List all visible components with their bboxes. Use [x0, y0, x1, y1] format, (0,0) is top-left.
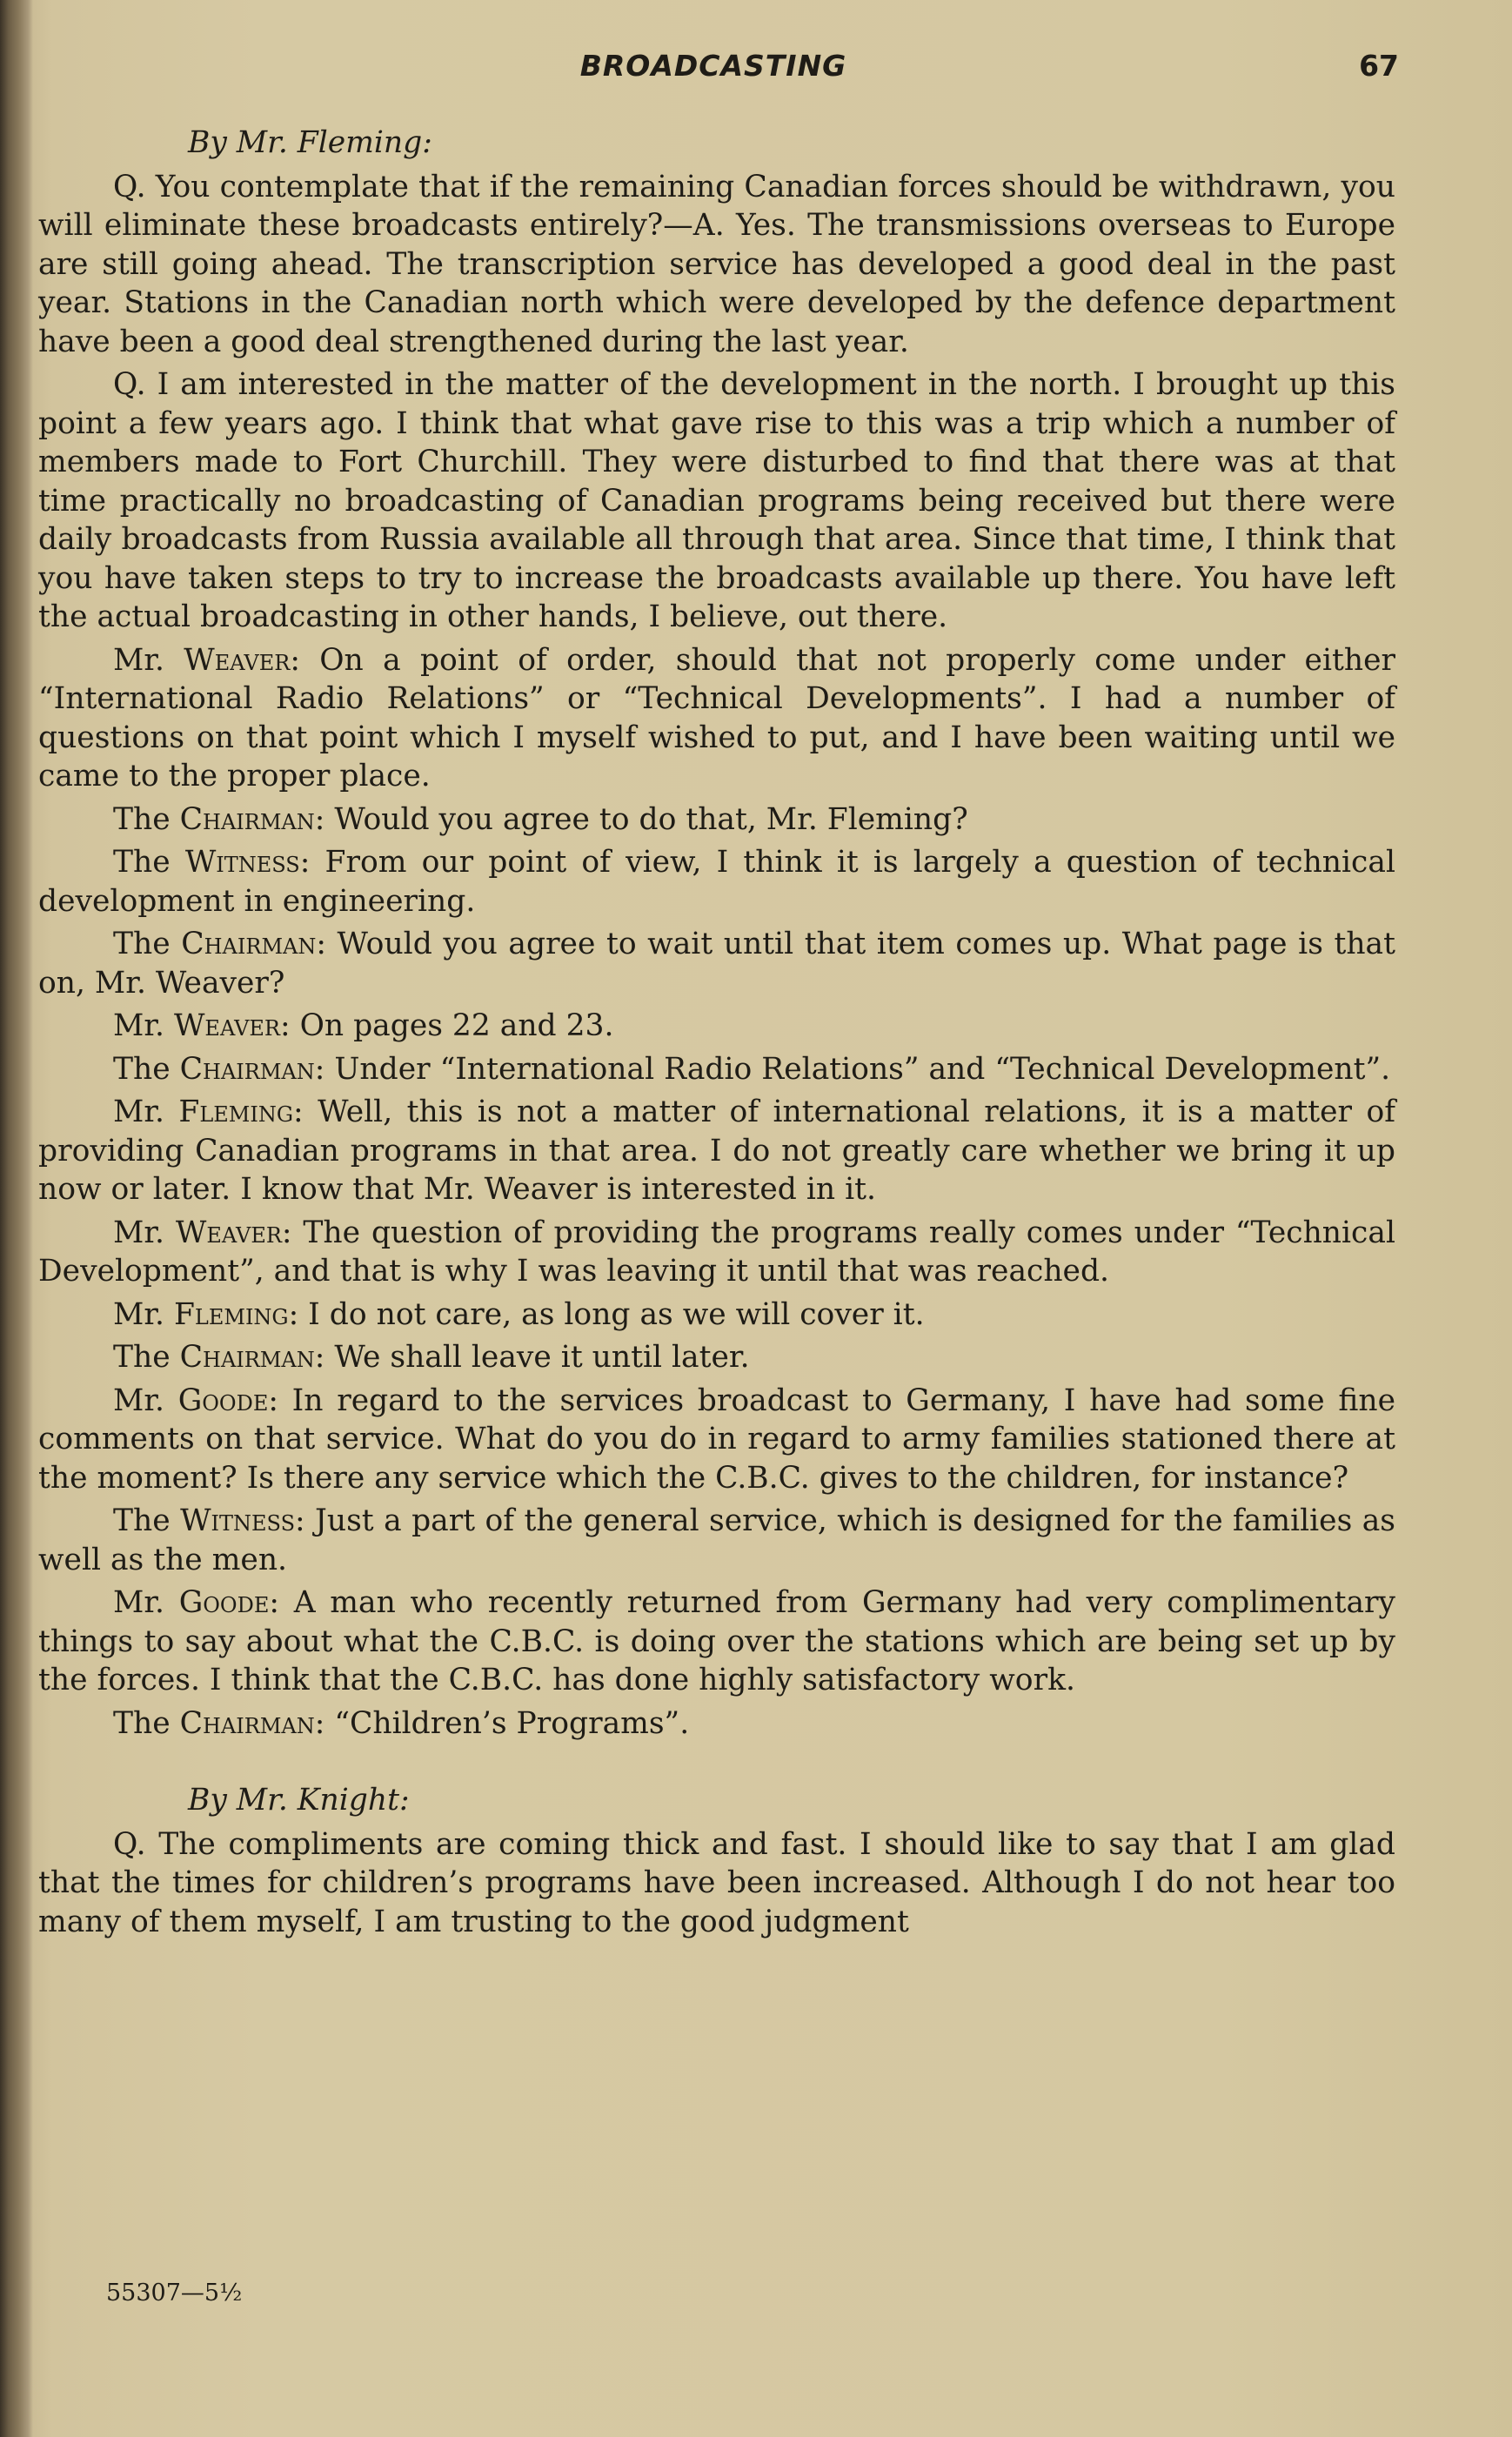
speech-text: : On a point of order, should that not properly come under either “International Radio Relations” or “Technical Developments”. I had a number of questions on that point which I myself wished to put, and I have been waiting until we came to the proper place. — [38, 642, 1395, 793]
questioner-heading: By Mr. Knight: — [188, 1783, 410, 1818]
speaker-name: Fleming — [173, 1296, 289, 1332]
speaker-name: Chairman — [179, 1340, 315, 1375]
speech-paragraph — [38, 1338, 1395, 1377]
body-text — [38, 124, 1395, 1945]
speaker-prefix: Mr. — [113, 1585, 179, 1620]
speaker-name: Witness — [180, 1503, 296, 1538]
speech-paragraph — [38, 641, 1395, 796]
speaker-prefix: The — [113, 927, 182, 961]
speech-text: : Would you agree to wait until that item comes up. What page is that on, Mr. Weaver? — [38, 927, 1395, 1001]
running-title: BROADCASTING — [579, 49, 847, 83]
speech-text: : On pages 22 and 23. — [280, 1008, 614, 1043]
speech-paragraph — [38, 1007, 1395, 1046]
speech-paragraph — [38, 1704, 1395, 1744]
speaker-name: Witness — [184, 845, 300, 880]
speech-paragraph — [38, 843, 1395, 921]
running-header — [0, 49, 1512, 90]
speaker-prefix: The — [113, 1705, 180, 1741]
speech-paragraph — [38, 1093, 1395, 1209]
speech-paragraph — [38, 1050, 1395, 1089]
speaker-prefix: The — [113, 801, 180, 837]
question-answer-paragraph: Q. I am interested in the matter of the development in the north. I brought up this point a few years ago. I think that what gave rise to this was a trip which a number of members made to Fort Churchill. They were disturbed to find that there was at that time practically no broadcasting of Canadian programs being received but there were daily broadcasts from Russia available all through that area. Since that time, I think that you have taken steps to try to increase the broadcasts available up there. You have left the actual broadcasting in other hands, I believe, out there. — [38, 367, 1395, 634]
speech-paragraph — [38, 1502, 1395, 1579]
speech-text: : In regard to the services broadcast to Germany, I have had some fine comments on that service. What do you do in regard to army families stationed there at the moment? Is there any service which the C.B.C. gives to the children, for instance? — [38, 1383, 1395, 1496]
speech-text: : “Children’s Programs”. — [314, 1705, 690, 1741]
speech-text: : The question of providing the programs really comes under “Technical Development”, and that is why I was leaving it until that was reached. — [38, 1215, 1395, 1289]
speaker-prefix: Mr. — [113, 1008, 174, 1043]
speaker-prefix: Mr. — [113, 1215, 176, 1250]
speech-text: : I do not care, as long as we will cover it. — [288, 1296, 925, 1332]
speaker-name: Weaver — [175, 1215, 282, 1250]
speech-paragraph — [38, 1583, 1395, 1700]
questioner-heading: By Mr. Fleming: — [188, 125, 432, 160]
speech-text: : Just a part of the general service, which is designed for the families as well as the men. — [38, 1503, 1395, 1577]
speaker-prefix: The — [113, 845, 185, 880]
speaker-name: Chairman — [181, 927, 317, 961]
speaker-prefix: Mr. — [113, 642, 184, 678]
speech-paragraph — [38, 1295, 1395, 1335]
speaker-prefix: The — [113, 1340, 180, 1375]
speech-paragraph — [38, 800, 1395, 840]
page-number: 67 — [1359, 49, 1399, 83]
speaker-name: Goode — [178, 1585, 270, 1620]
speaker-prefix: The — [113, 1503, 181, 1538]
speaker-name: Chairman — [179, 1705, 315, 1741]
speech-text: : Under “International Radio Relations” and “Technical Development”. — [314, 1051, 1391, 1087]
speech-text: : A man who recently returned from Germany had very complimentary things to say about what the C.B.C. is doing over the stations which are being set up by the forces. I think that the C.B.C. has done highly satisfactory work. — [38, 1585, 1395, 1697]
speaker-name: Chairman — [179, 801, 315, 837]
question-answer-paragraph: Q. You contemplate that if the remaining Canadian forces should be withdrawn, you will eliminate these broadcasts entirely?—A. Yes. The transmissions overseas to Europe are still going ahead. The transcription service has developed a good deal in the past year. Stations in the Canadian north which were developed by the defence department have been a good deal strengthened during the last year. — [38, 169, 1395, 359]
speaker-prefix: The — [113, 1051, 180, 1087]
speaker-prefix: Mr. — [113, 1095, 179, 1129]
speaker-name: Goode — [177, 1383, 269, 1418]
speaker-prefix: Mr. — [113, 1296, 174, 1332]
speaker-name: Fleming — [178, 1095, 294, 1129]
speech-paragraph — [38, 925, 1395, 1002]
speech-text: : From our point of view, I think it is largely a question of technical development in engineering. — [38, 845, 1395, 919]
speaker-name: Weaver — [184, 642, 291, 678]
speech-text: : Would you agree to do that, Mr. Fleming? — [314, 801, 968, 837]
speech-paragraph — [38, 1214, 1395, 1291]
speaker-name: Weaver — [173, 1008, 281, 1043]
printer-signature-mark: 55307—5½ — [106, 2280, 243, 2306]
speech-text: : Well, this is not a matter of international relations, it is a matter of providing Canadian programs in that area. I do not greatly care whether we bring it up now or later. I know that Mr. Weaver is interested in it. — [38, 1095, 1395, 1207]
speaker-name: Chairman — [179, 1051, 315, 1087]
book-binding-edge — [0, 0, 33, 2437]
question-answer-paragraph: Q. The compliments are coming thick and fast. I should like to say that I am glad that the times for children’s programs have been increased. Although I do not hear too many of them myself, I am trusting to the good judgment — [38, 1826, 1395, 1939]
speech-text: : We shall leave it until later. — [314, 1340, 750, 1375]
speaker-prefix: Mr. — [113, 1383, 178, 1418]
speech-paragraph — [38, 1382, 1395, 1498]
